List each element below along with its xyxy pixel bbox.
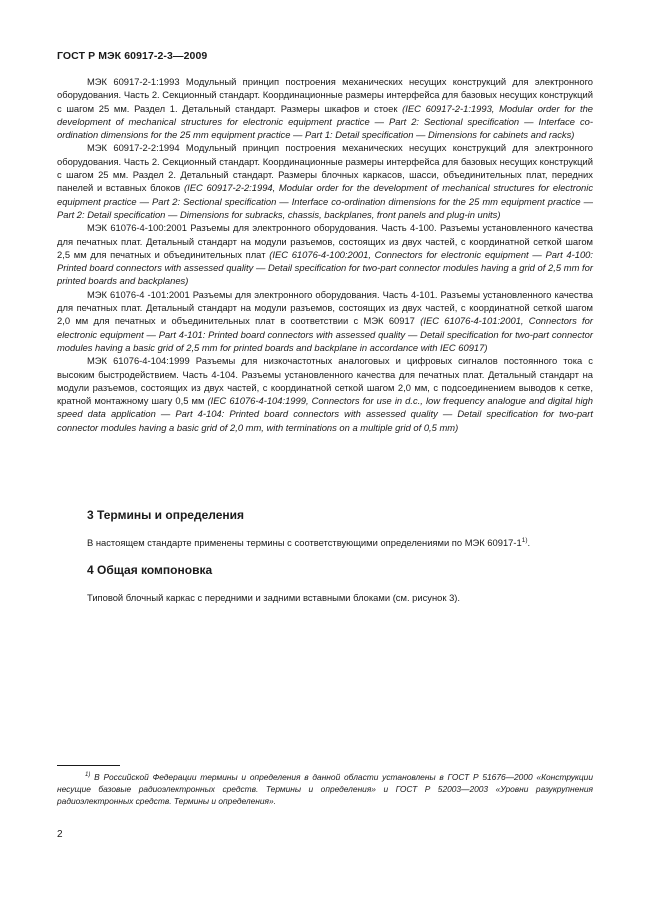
reference-en: (IEC 60917-2-1:1993, Modular order for the development of mechanical structures for electronic equipment practice — Part 2: Sectional specification — Interface co-ordination dimensions for the 25 mm equipment practice — Part 1: Detail specification — Dimensions for cabinets and racks) (57, 102, 594, 141)
footnote-reference[interactable]: 1) (521, 536, 528, 544)
page-number: 2 (57, 829, 63, 840)
reference-item (57, 141, 593, 221)
normative-references-list (57, 75, 593, 434)
document-header: ГОСТ Р МЭК 60917-2-3—2009 (57, 50, 208, 62)
section-4-text: Типовой блочный каркас с передними и задними вставными блоками (см. рисунок 3). (87, 592, 461, 603)
reference-item (57, 75, 593, 141)
reference-ru: МЭК 61076-4-100:2001 Разъемы для электронного оборудования. Часть 4-100. Разъемы установленного качества для печатных плат. Детальный стандарт на модули разъемов, состоящих из двух частей, с координатной сеткой шагом 2,5 мм для печатных и объединительных плат (57, 222, 593, 260)
reference-en: (IEC 61076-4-101:2001, Connectors for electronic equipment — Part 4-101: Printed board connectors with assessed quality — Detail specification for two-part connector modules having a basic grid of 2,5 mm for printed boards and backplane in accordance with IEC 60917) (57, 315, 593, 353)
footnote-marker: 1) (85, 772, 91, 779)
reference-ru: МЭК 60917-2-2:1994 Модульный принцип построения механических несущих конструкций для электронного оборудования. Часть 2. Секционный стандарт. Координационные размеры интерфейса для базовых несущих конструкций с шагом 25 мм. Раздел 2. Детальный стандарт. Размеры блочных каркасов, шасси, объединительных плат, передних панелей и вставных блоков (57, 142, 593, 194)
reference-item (57, 288, 593, 354)
reference-ru: МЭК 61076-4-104:1999 Разъемы для низкочастотных аналоговых и цифровых сигналов постоянного тока с высоким быстродействием. Часть 4-104. Разъемы установленного качества для печатных плат. Детальный стандарт на модули разъемов, состоящих из двух частей, с координатной сеткой шагом 2,0 мм, с подсоединением выводов к сетке, кратной монтажному шагу 0,5 мм (57, 355, 593, 407)
footnote (57, 771, 593, 807)
section-3-body: В настоящем стандарте применены термины с соответствующими определениями по МЭК 60917-1 (87, 537, 522, 548)
section-4-heading: 4 Общая компоновка (87, 563, 213, 577)
reference-en: (IEC 60917-2-2:1994, Modular order for the development of mechanical structures for electronic equipment practice — Part 2: Sectional specification — Interface co-ordination dimensions for the 25 mm equipment practice — Part 2: Detail specification — Dimensions for subracks, chassis, backplanes, front panels and plug-in units) (57, 182, 594, 220)
reference-en: (IEC 61076-4-104:1999, Connectors for use in d.c., low frequency analogue and digital high speed data application — Part 4-104: Printed board connectors with assessed quality — Detail specification for two-part connector modules having a basic grid of 2,0 mm, with terminations on a multiple grid of 0,5 mm) (57, 395, 593, 433)
footnote-text: В Российской Федерации термины и определения в данной области установлены в ГОСТ Р 51676—2000 «Конструкции несущие базовые радиоэлектронных средств. Термины и определения» и ГОСТ Р 52003—2003 «Уровни разукрупнения радиоэлектронных средств. Термины и определения». (57, 772, 593, 806)
reference-item (57, 221, 593, 287)
section-3-text-end: . (527, 537, 531, 548)
section-3-text (57, 536, 593, 549)
reference-ru: МЭК 60917-2-1:1993 Модульный принцип построения механических несущих конструкций для электронного оборудования. Часть 2. Секционный стандарт. Координационные размеры интерфейса для базовых несущих конструкций с шагом 25 мм. Раздел 1. Детальный стандарт. Размеры шкафов и стоек (57, 76, 593, 114)
reference-item (57, 354, 593, 434)
footnote-divider (57, 765, 120, 766)
reference-ru: МЭК 61076-4 -101:2001 Разъемы для электронного оборудования. Часть 4-101. Разъемы установленного качества для печатных плат. Детальный стандарт на модули разъемов, состоящих из двух частей, с координатной сеткой шагом 2,0 мм для печатных и объединительных плат в соответствии с МЭК 60917 (57, 288, 593, 327)
section-3-heading: 3 Термины и определения (87, 508, 245, 522)
reference-en: (IEC 61076-4-100:2001, Connectors for electronic equipment — Part 4-100: Printed board connectors with assessed quality — Detail specification for two-part connector modules having a grid of 2,5 mm for printed boards and backplanes) (57, 248, 594, 287)
